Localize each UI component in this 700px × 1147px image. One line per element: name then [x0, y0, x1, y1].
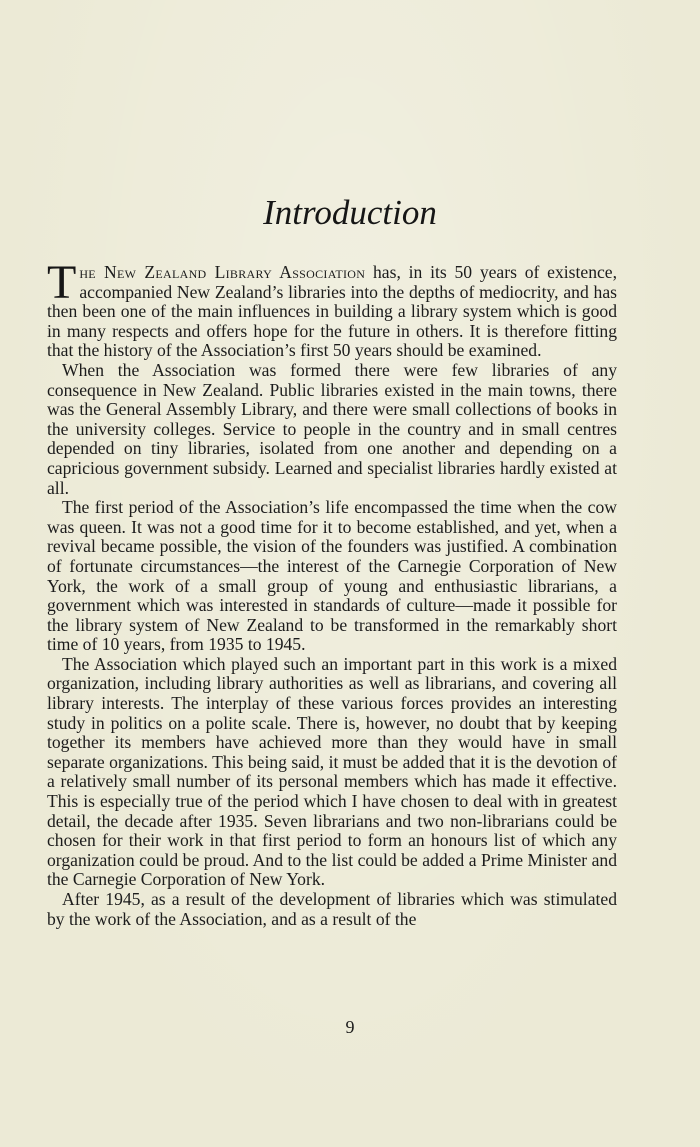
chapter-title: Introduction	[263, 193, 437, 232]
paragraph-4: The Association which played such an important part in this work is a mixed organization, including library authorities as well as librarians, and covering all library interests. The interplay of these various forces provides an interesting study in politics on a polite scale. There is, however, no doubt that by keeping together its members have achieved more than they would have in small separate organizations. This being said, it must be added that it is the devotion of a relatively small number of its personal members which has made it effective. This is especially true of the period which I have chosen to deal with in greatest detail, the decade after 1935. Seven librarians and two non-librarians could be chosen for their work in that first period to form an honours list of which any organization could be proud. And to the list could be added a Prime Minister and the Carnegie Corporation of New York.	[47, 653, 617, 890]
page-number: 9	[345, 1017, 355, 1037]
drop-cap: T	[47, 256, 77, 309]
paragraph-1-text: has, in its 50 years of existence, accompanied New Zealand’s libraries into the depths of mediocrity, and has then been one of the main influences in building a library system which is good in many respects and offers hope for the future in others. It is therefore fitting that the history of the Association’s first 50 years should be examined.	[47, 262, 618, 361]
paragraph-5: After 1945, as a result of the development of libraries which was stimulated by the work of the Association, and as a result of the	[47, 889, 617, 929]
paragraph-2: When the Association was formed there were few libraries of any consequence in New Zealand. Public libraries existed in the main towns, there was the General Assembly Library, and there were small collections of books in the university colleges. Service to people in the country and in small centres depended on tiny libraries, isolated from one another and depending on a capricious government subsidy. Learned and specialist libraries hardly existed at all.	[47, 359, 617, 498]
opening-smallcaps: he New Zealand Library Association	[79, 262, 366, 282]
paragraph-3: The first period of the Association’s life encompassed the time when the cow was queen. It was not a good time for it to become established, and yet, when a revival became possible, the vision of the founders was justified. A combination of fortunate circumstances—the interest of the Carnegie Corporation of New York, the work of a small group of young and enthusiastic librarians, a government which was interested in standards of culture—made it possible for the library system of New Zealand to be transformed in the remarkably short time of 10 years, from 1935 to 1945.	[47, 497, 617, 655]
chapter-body	[47, 256, 618, 929]
paragraph-1	[47, 256, 618, 361]
